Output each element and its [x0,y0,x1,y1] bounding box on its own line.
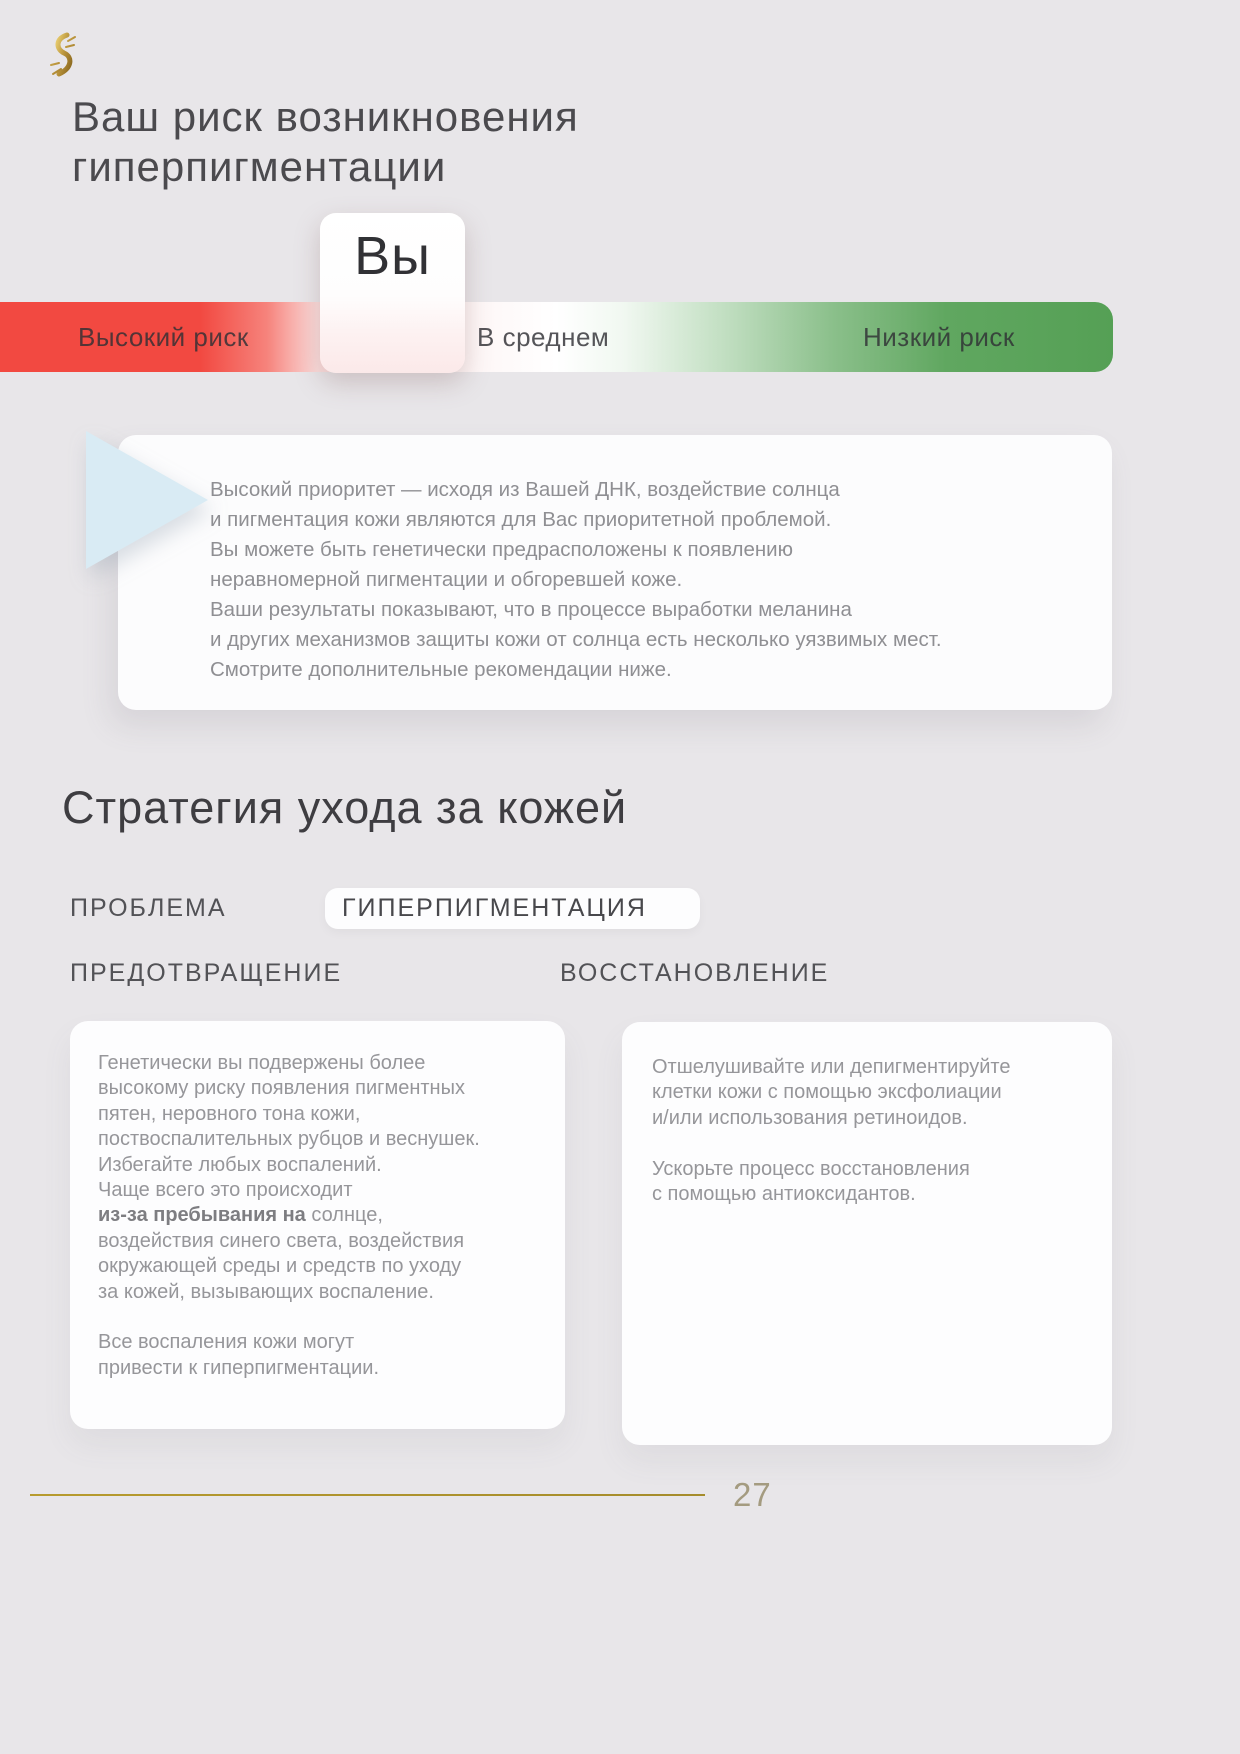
dna-helix-icon [46,32,80,80]
text-line: Генетически вы подвержены более [98,1052,426,1074]
page-title-line1: Ваш риск возникновения [72,93,579,140]
text-line: Смотрите дополнительные рекомендации ниже. [210,658,672,681]
risk-marker-card [320,213,465,373]
recovery-heading: ВОССТАНОВЛЕНИЕ [560,959,830,987]
page-number: 27 [733,1476,772,1513]
prevention-card [70,1021,565,1429]
text-line: неравномерной пигментации и обгоревшей коже. [210,568,683,591]
text-line: из-за пребывания на солнце, [98,1204,383,1227]
page-title [72,92,579,192]
text-line: Все воспаления кожи могут [98,1331,355,1354]
text-line: и других механизмов защиты кожи от солнца есть несколько уязвимых мест. [210,628,942,651]
footer-divider [30,1494,705,1496]
text-line [652,1131,1088,1156]
text-line: Чаще всего это происходит [98,1179,353,1202]
risk-label-medium: В среднем [477,322,610,352]
risk-label-low: Низкий риск [863,322,1015,352]
text-line: Избегайте любых воспалений. [98,1153,382,1176]
text-line: высокому риску появления пигментных [98,1077,465,1100]
text-line: Ускорьте процесс восстановления [652,1157,970,1180]
text-line: Отшелушивайте или депигментируйте [652,1056,1011,1078]
problem-label: ПРОБЛЕМА [70,894,227,922]
risk-gradient-bar [0,302,1113,372]
prevention-heading: ПРЕДОТВРАЩЕНИЕ [70,959,343,987]
strategy-heading: Стратегия ухода за кожей [62,782,628,833]
text-line: клетки кожи с помощью эксфолиации [652,1081,1002,1104]
text-line: воздействия синего света, воздействия [98,1229,465,1252]
text-line: Ваши результаты показывают, что в процессе выработки меланина [210,598,852,621]
triangle-pointer-icon [86,431,208,569]
risk-label-high: Высокий риск [78,322,249,352]
text-line: окружающей среды и средств по уходу [98,1255,462,1278]
risk-marker-label: Вы [354,226,431,286]
problem-badge: ГИПЕРПИГМЕНТАЦИЯ [325,888,700,929]
text-line: за кожей, вызывающих воспаление. [98,1280,434,1303]
priority-note-card [118,435,1112,710]
text-line: пятен, неровного тона кожи, [98,1102,361,1125]
text-line: и пигментация кожи являются для Вас приоритетной проблемой. [210,508,832,531]
page-title-line2: гиперпигментации [72,143,447,190]
text-line: Высокий приоритет — исходя из Вашей ДНК, воздействие солнца [210,478,840,501]
text-line: поствоспалительных рубцов и веснушек. [98,1128,480,1151]
text-line [98,1305,541,1330]
text-line: привести к гиперпигментации. [98,1356,380,1379]
text-line: с помощью антиоксидантов. [652,1183,916,1206]
text-line: и/или использования ретиноидов. [652,1106,968,1129]
recovery-card [622,1022,1112,1445]
text-line: Вы можете быть генетически предрасположены к появлению [210,538,793,561]
